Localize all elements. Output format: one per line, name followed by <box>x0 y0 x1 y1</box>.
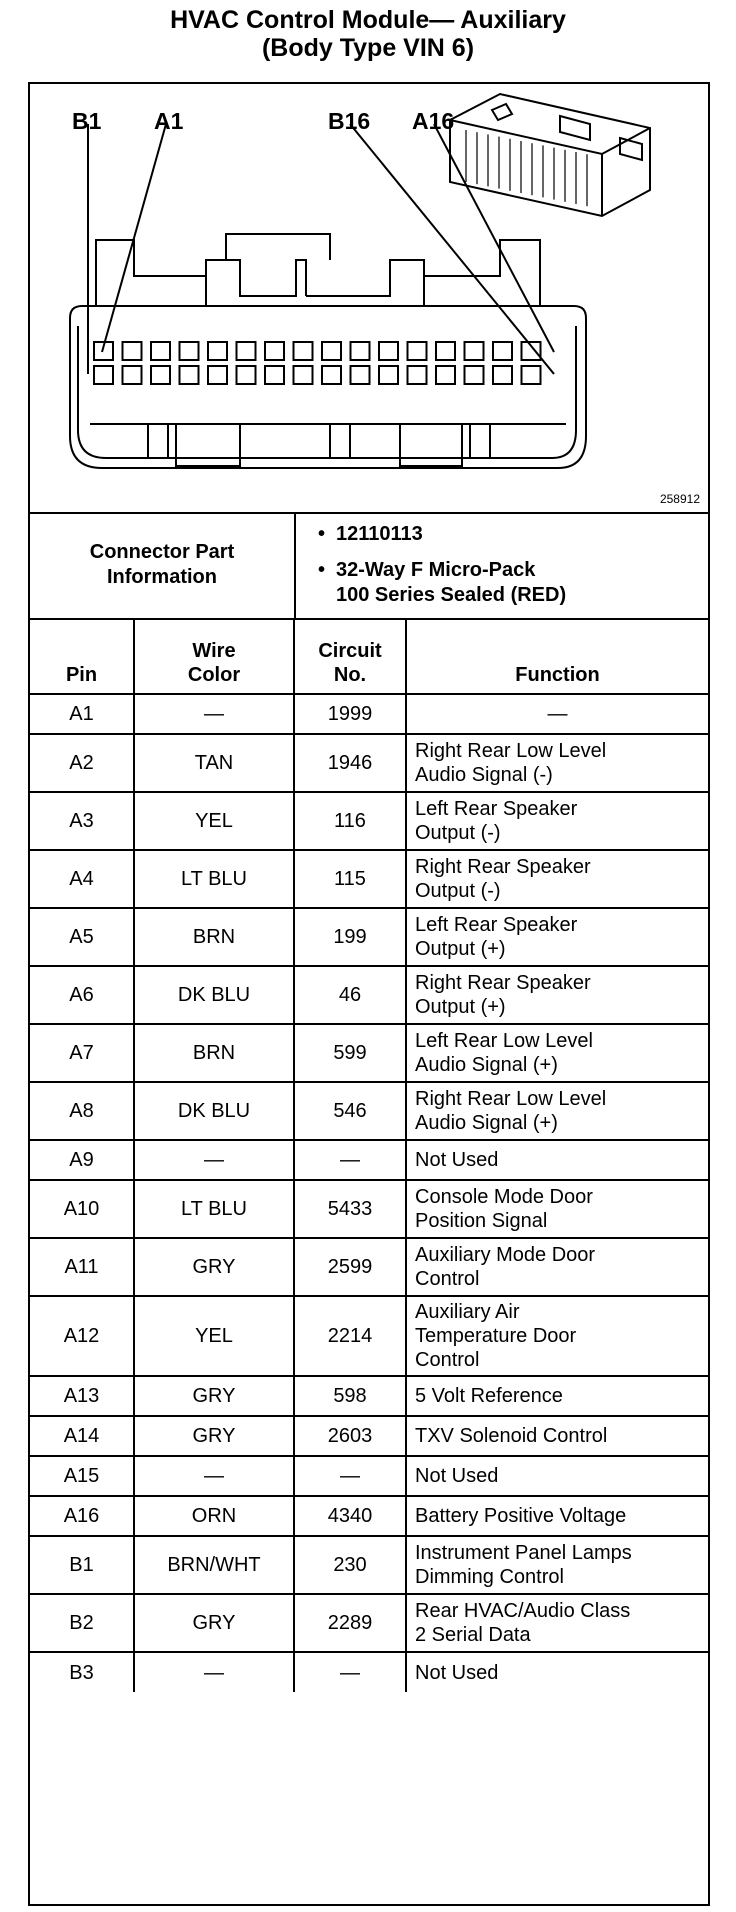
connector-diagram <box>30 84 708 514</box>
pin-cell: A4 <box>30 850 134 908</box>
pin-cavity <box>180 342 199 360</box>
pin-cell: A13 <box>30 1376 134 1416</box>
function-line: Audio Signal (+) <box>415 1112 558 1134</box>
wire-color-cell: BRN/WHT <box>134 1536 294 1594</box>
function-line: Right Rear Speaker <box>415 972 591 994</box>
pin-cavity <box>379 342 398 360</box>
pin-cell: A6 <box>30 966 134 1024</box>
function-line: Control <box>415 1268 480 1290</box>
function-line: Position Signal <box>415 1210 548 1232</box>
pin-row-b <box>94 366 541 384</box>
function-line: Left Rear Low Level <box>415 1030 593 1052</box>
pin-cavity <box>94 366 113 384</box>
function-line: Dimming Control <box>415 1566 564 1588</box>
wire-color-cell: GRY <box>134 1376 294 1416</box>
function-line: Instrument Panel Lamps <box>415 1542 632 1564</box>
circuit-cell: 598 <box>294 1376 406 1416</box>
table-row <box>30 1180 708 1238</box>
function-line: Right Rear Low Level <box>415 740 607 762</box>
part-number: 12110113 <box>336 523 423 545</box>
wire-color-cell: BRN <box>134 1024 294 1082</box>
function-line: Auxiliary Mode Door <box>415 1244 596 1266</box>
circuit-cell: — <box>294 1140 406 1180</box>
function-line: Output (+) <box>415 938 506 960</box>
pin-cavity <box>123 342 142 360</box>
header-function: Function <box>406 618 708 694</box>
function-cell <box>406 1536 708 1594</box>
pin-cavity <box>151 342 170 360</box>
function-cell <box>406 1376 708 1416</box>
table-row <box>30 1296 708 1376</box>
wire-color-cell: ORN <box>134 1496 294 1536</box>
header-wire-color: Wire Color <box>134 618 294 694</box>
pin-cell: A16 <box>30 1496 134 1536</box>
pin-cavity <box>522 366 541 384</box>
table-row <box>30 1238 708 1296</box>
title-line-1: HVAC Control Module— Auxiliary <box>170 6 566 34</box>
wire-color-cell: — <box>134 1456 294 1496</box>
wire-color-cell: GRY <box>134 1594 294 1652</box>
function-cell <box>406 1024 708 1082</box>
circuit-cell: 1946 <box>294 734 406 792</box>
function-cell <box>406 850 708 908</box>
circuit-cell: — <box>294 1456 406 1496</box>
circuit-cell: 2289 <box>294 1594 406 1652</box>
pin-cavity <box>265 366 284 384</box>
pin-cavity <box>493 366 512 384</box>
table-row <box>30 1536 708 1594</box>
pin-cavity <box>408 366 427 384</box>
function-cell <box>406 1082 708 1140</box>
circuit-cell: 46 <box>294 966 406 1024</box>
pin-cavity <box>180 366 199 384</box>
connector-frame <box>28 82 710 1906</box>
table-row <box>30 734 708 792</box>
pin-cell: B2 <box>30 1594 134 1652</box>
circuit-cell: — <box>294 1652 406 1692</box>
wire-color-cell: YEL <box>134 792 294 850</box>
circuit-cell: 546 <box>294 1082 406 1140</box>
wire-color-cell: GRY <box>134 1238 294 1296</box>
function-line: Auxiliary Air <box>415 1301 520 1323</box>
function-cell <box>406 1180 708 1238</box>
pin-table <box>30 618 708 1692</box>
function-cell <box>406 1594 708 1652</box>
table-row <box>30 1082 708 1140</box>
connector-drawing <box>30 84 708 512</box>
label-b16: B16 <box>328 108 371 134</box>
wire-color-cell: — <box>134 694 294 734</box>
pin-cavity <box>436 366 455 384</box>
circuit-cell: 116 <box>294 792 406 850</box>
function-line: Output (-) <box>415 880 501 902</box>
circuit-cell: 2214 <box>294 1296 406 1376</box>
function-line: Not Used <box>415 1661 499 1684</box>
function-line: TXV Solenoid Control <box>415 1425 608 1447</box>
connector-part-info <box>30 512 708 620</box>
part-description-line-1: 32-Way F Micro-Pack <box>336 559 536 581</box>
pin-cavity <box>322 342 341 360</box>
circuit-cell: 199 <box>294 908 406 966</box>
wire-color-cell: LT BLU <box>134 850 294 908</box>
pin-row-a <box>94 342 541 360</box>
pin-cavity <box>123 366 142 384</box>
function-line: Temperature Door <box>415 1325 577 1347</box>
function-line: 2 Serial Data <box>415 1624 531 1646</box>
table-row <box>30 792 708 850</box>
wire-color-cell: YEL <box>134 1296 294 1376</box>
pin-cavity <box>237 342 256 360</box>
bullet-description: • <box>318 559 326 581</box>
function-line: — <box>547 703 568 725</box>
circuit-cell: 599 <box>294 1024 406 1082</box>
table-row <box>30 908 708 966</box>
pin-cell: A5 <box>30 908 134 966</box>
circuit-cell: 5433 <box>294 1180 406 1238</box>
function-line: Output (+) <box>415 996 506 1018</box>
function-line: Left Rear Speaker <box>415 798 578 820</box>
wire-color-cell: GRY <box>134 1416 294 1456</box>
pin-cavity <box>408 342 427 360</box>
pin-cell: A14 <box>30 1416 134 1456</box>
pin-cell: A3 <box>30 792 134 850</box>
function-line: Audio Signal (-) <box>415 764 553 786</box>
pin-cavity <box>351 366 370 384</box>
pin-cell: B3 <box>30 1652 134 1692</box>
circuit-cell: 115 <box>294 850 406 908</box>
part-info-heading <box>30 512 296 618</box>
function-cell <box>406 1296 708 1376</box>
function-line: Right Rear Low Level <box>415 1088 607 1110</box>
pin-cavity <box>208 342 227 360</box>
pin-cavity <box>322 366 341 384</box>
table-row <box>30 850 708 908</box>
pin-cavity <box>294 366 313 384</box>
function-cell <box>406 1496 708 1536</box>
function-cell <box>406 908 708 966</box>
page-title <box>0 6 736 62</box>
pin-cavity <box>294 342 313 360</box>
function-cell <box>406 1238 708 1296</box>
table-row <box>30 1496 708 1536</box>
function-cell <box>406 966 708 1024</box>
part-description-line-2: 100 Series Sealed (RED) <box>336 584 567 606</box>
function-cell <box>406 1456 708 1496</box>
part-info-details <box>296 512 708 618</box>
connector-3d-hatching <box>466 130 587 206</box>
pin-cell: B1 <box>30 1536 134 1594</box>
table-row <box>30 1456 708 1496</box>
pin-cavity <box>436 342 455 360</box>
table-row <box>30 694 708 734</box>
wire-color-cell: DK BLU <box>134 1082 294 1140</box>
function-line: Rear HVAC/Audio Class <box>415 1600 631 1622</box>
function-line: Console Mode Door <box>415 1186 593 1208</box>
title-line-2: (Body Type VIN 6) <box>261 34 475 62</box>
function-line: Not Used <box>415 1465 499 1487</box>
function-cell <box>406 1416 708 1456</box>
wire-color-cell: — <box>134 1652 294 1692</box>
label-a1: A1 <box>154 108 184 134</box>
pin-cavity <box>265 342 284 360</box>
function-cell <box>406 792 708 850</box>
pin-cavity <box>151 366 170 384</box>
pin-cell: A7 <box>30 1024 134 1082</box>
figure-id: 258912 <box>659 492 700 506</box>
part-info-heading-line-2: Information <box>107 566 217 588</box>
table-row <box>30 1376 708 1416</box>
pin-cell: A15 <box>30 1456 134 1496</box>
circuit-cell: 2603 <box>294 1416 406 1456</box>
function-cell <box>406 734 708 792</box>
pin-cell: A2 <box>30 734 134 792</box>
pin-cavity <box>493 342 512 360</box>
label-b1: B1 <box>72 108 102 134</box>
table-row <box>30 1416 708 1456</box>
pin-cavity <box>465 366 484 384</box>
pin-cavity <box>237 366 256 384</box>
wire-color-cell: DK BLU <box>134 966 294 1024</box>
function-line: Not Used <box>415 1149 499 1171</box>
pin-cell: A1 <box>30 694 134 734</box>
pin-cell: A8 <box>30 1082 134 1140</box>
label-a16: A16 <box>412 108 455 134</box>
function-line: Audio Signal (+) <box>415 1054 558 1076</box>
circuit-cell: 230 <box>294 1536 406 1594</box>
pin-cell: A10 <box>30 1180 134 1238</box>
pin-cavity <box>351 342 370 360</box>
pin-cavity <box>465 342 484 360</box>
table-row <box>30 1024 708 1082</box>
bullet-part-number: • <box>318 523 326 545</box>
pin-cell: A12 <box>30 1296 134 1376</box>
pin-cell: A11 <box>30 1238 134 1296</box>
circuit-cell: 1999 <box>294 694 406 734</box>
pin-table-header <box>30 618 708 694</box>
circuit-cell: 2599 <box>294 1238 406 1296</box>
function-line: 5 Volt Reference <box>415 1385 563 1407</box>
header-circuit-no: Circuit No. <box>294 618 406 694</box>
function-line: Battery Positive Voltage <box>415 1505 627 1527</box>
part-info-heading-line-1: Connector Part <box>89 541 235 563</box>
wire-color-cell: LT BLU <box>134 1180 294 1238</box>
function-cell <box>406 1652 708 1692</box>
function-line: Left Rear Speaker <box>415 914 578 936</box>
pin-cavity <box>379 366 398 384</box>
function-line: Right Rear Speaker <box>415 856 591 878</box>
function-line: Output (-) <box>415 822 501 844</box>
pin-cell: A9 <box>30 1140 134 1180</box>
connector-3d-view <box>450 94 650 216</box>
function-cell <box>406 1140 708 1180</box>
header-pin: Pin <box>30 618 134 694</box>
table-row <box>30 1594 708 1652</box>
circuit-cell: 4340 <box>294 1496 406 1536</box>
table-row <box>30 966 708 1024</box>
pin-cavity <box>208 366 227 384</box>
wire-color-cell: BRN <box>134 908 294 966</box>
wire-color-cell: — <box>134 1140 294 1180</box>
table-row <box>30 1652 708 1692</box>
function-line: Control <box>415 1349 480 1371</box>
table-row <box>30 1140 708 1180</box>
function-cell <box>406 694 708 734</box>
wire-color-cell: TAN <box>134 734 294 792</box>
